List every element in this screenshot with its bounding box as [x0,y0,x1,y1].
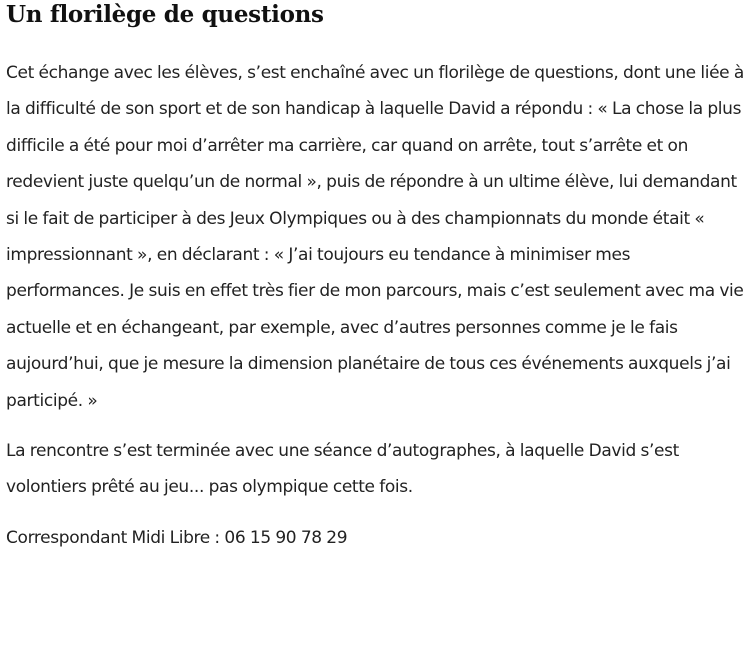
article-body [6,0,748,556]
paragraph-questions: Cet échange avec les élèves, s’est enchaîné avec un florilège de questions, dont une liée à la difficulté de son sport et de son handicap à laquelle David a répondu : « La chose la plus difficile a été pour moi d’arrêter ma carrière, car quand on arrête, tout s’arrête et on redevient juste quelqu’un de normal », puis de répondre à un ultime élève, lui demandant si le fait de participer à des Jeux Olympiques ou à des championnats du monde était « impressionnant », en déclarant : « J’ai toujours eu tendance à minimiser mes performances. Je suis en effet très fier de mon parcours, mais c’est seulement avec ma vie actuelle et en échangeant, par exemple, avec d’autres personnes comme je le fais aujourd’hui, que je mesure la dimension planétaire de tous ces événements auxquels j’ai participé. » [6,63,744,411]
section-heading: Un florilège de questions [6,1,324,28]
correspondent-contact: Correspondant Midi Libre : 06 15 90 78 29 [6,527,348,548]
paragraph-autographs: La rencontre s’est terminée avec une séance d’autographes, à laquelle David s’est volontiers prêté au jeu... pas olympique cette fois. [6,441,679,498]
